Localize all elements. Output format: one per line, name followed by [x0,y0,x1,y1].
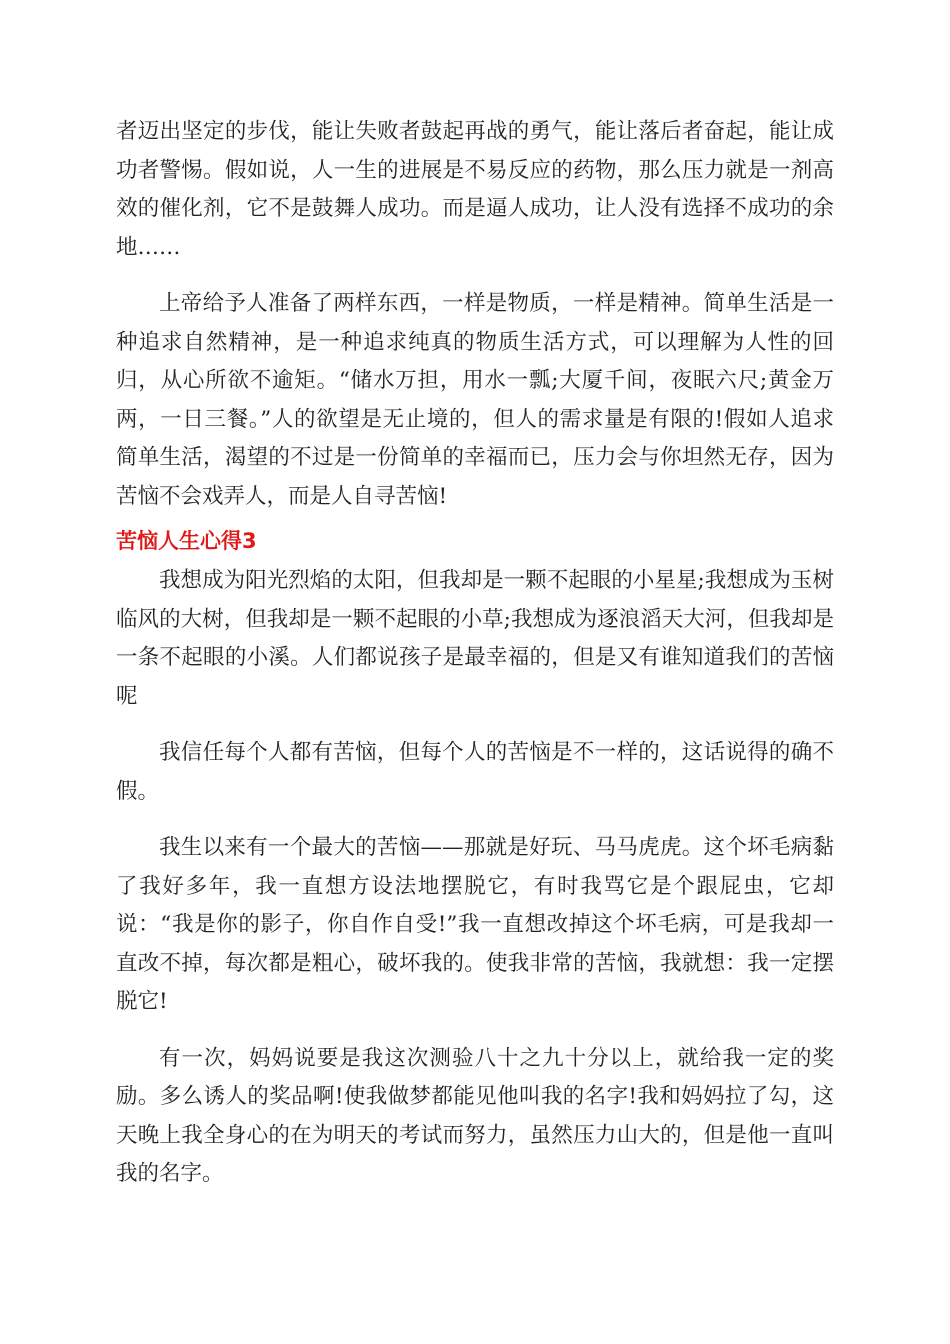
paragraph: 我信任每个人都有苦恼，但每个人的苦恼是不一样的，这话说得的确不假。 [116,740,834,804]
paragraph: 有一次，妈妈说要是我这次测验八十之九十分以上，就给我一定的奖励。多么诱人的奖品啊!使我做梦都能见他叫我的名字!我和妈妈拉了勾，这天晚上我全身心的在为明天的考试而努力，虽然压力山大的，但是他一直叫我的名字。 [116,1045,834,1186]
paragraph-gap [116,1022,834,1040]
paragraph-gap [116,811,834,829]
document-body [116,113,834,1194]
paragraph: 我想成为阳光烈焰的太阳，但我却是一颗不起眼的小星星;我想成为玉树临风的大树，但我却是一颗不起眼的小草;我想成为逐浪滔天大河，但我却是一条不起眼的小溪。人们都说孩子是最幸福的，但是又有谁知道我们的苦恼呢 [116,568,834,709]
paragraph: 上帝给予人准备了两样东西，一样是物质，一样是精神。简单生活是一种追求自然精神，是一种追求纯真的物质生活方式，可以理解为人性的回归，从心所欲不逾矩。“储水万担，用水一瓢;大厦千间，夜眠六尺;黄金万两，一日三餐。”人的欲望是无止境的，但人的需求量是有限的!假如人追求简单生活，渴望的不过是一份简单的幸福而已，压力会与你坦然无存，因为苦恼不会戏弄人，而是人自寻苦恼! [116,291,834,509]
paragraph-gap [116,267,834,285]
section-heading: 苦恼人生心得3 [116,529,257,553]
paragraph: 我生以来有一个最大的苦恼——那就是好玩、马马虎虎。这个坏毛病黏了我好多年，我一直想方设法地摆脱它，有时我骂它是个跟屁虫，它却说：“我是你的影子，你自作自受!”我一直想改掉这个坏毛病，可是我却一直改不掉，每次都是粗心，破坏我的。使我非常的苦恼，我就想：我一定摆脱它! [116,835,834,1014]
paragraph-gap [116,716,834,734]
paragraph-continued: 者迈出坚定的步伐，能让失败者鼓起再战的勇气，能让落后者奋起，能让成功者警惕。假如说，人一生的进展是不易反应的药物，那么压力就是一剂高效的催化剂，它不是鼓舞人成功。而是逼人成功，让人没有选择不成功的余地…… [116,119,834,260]
